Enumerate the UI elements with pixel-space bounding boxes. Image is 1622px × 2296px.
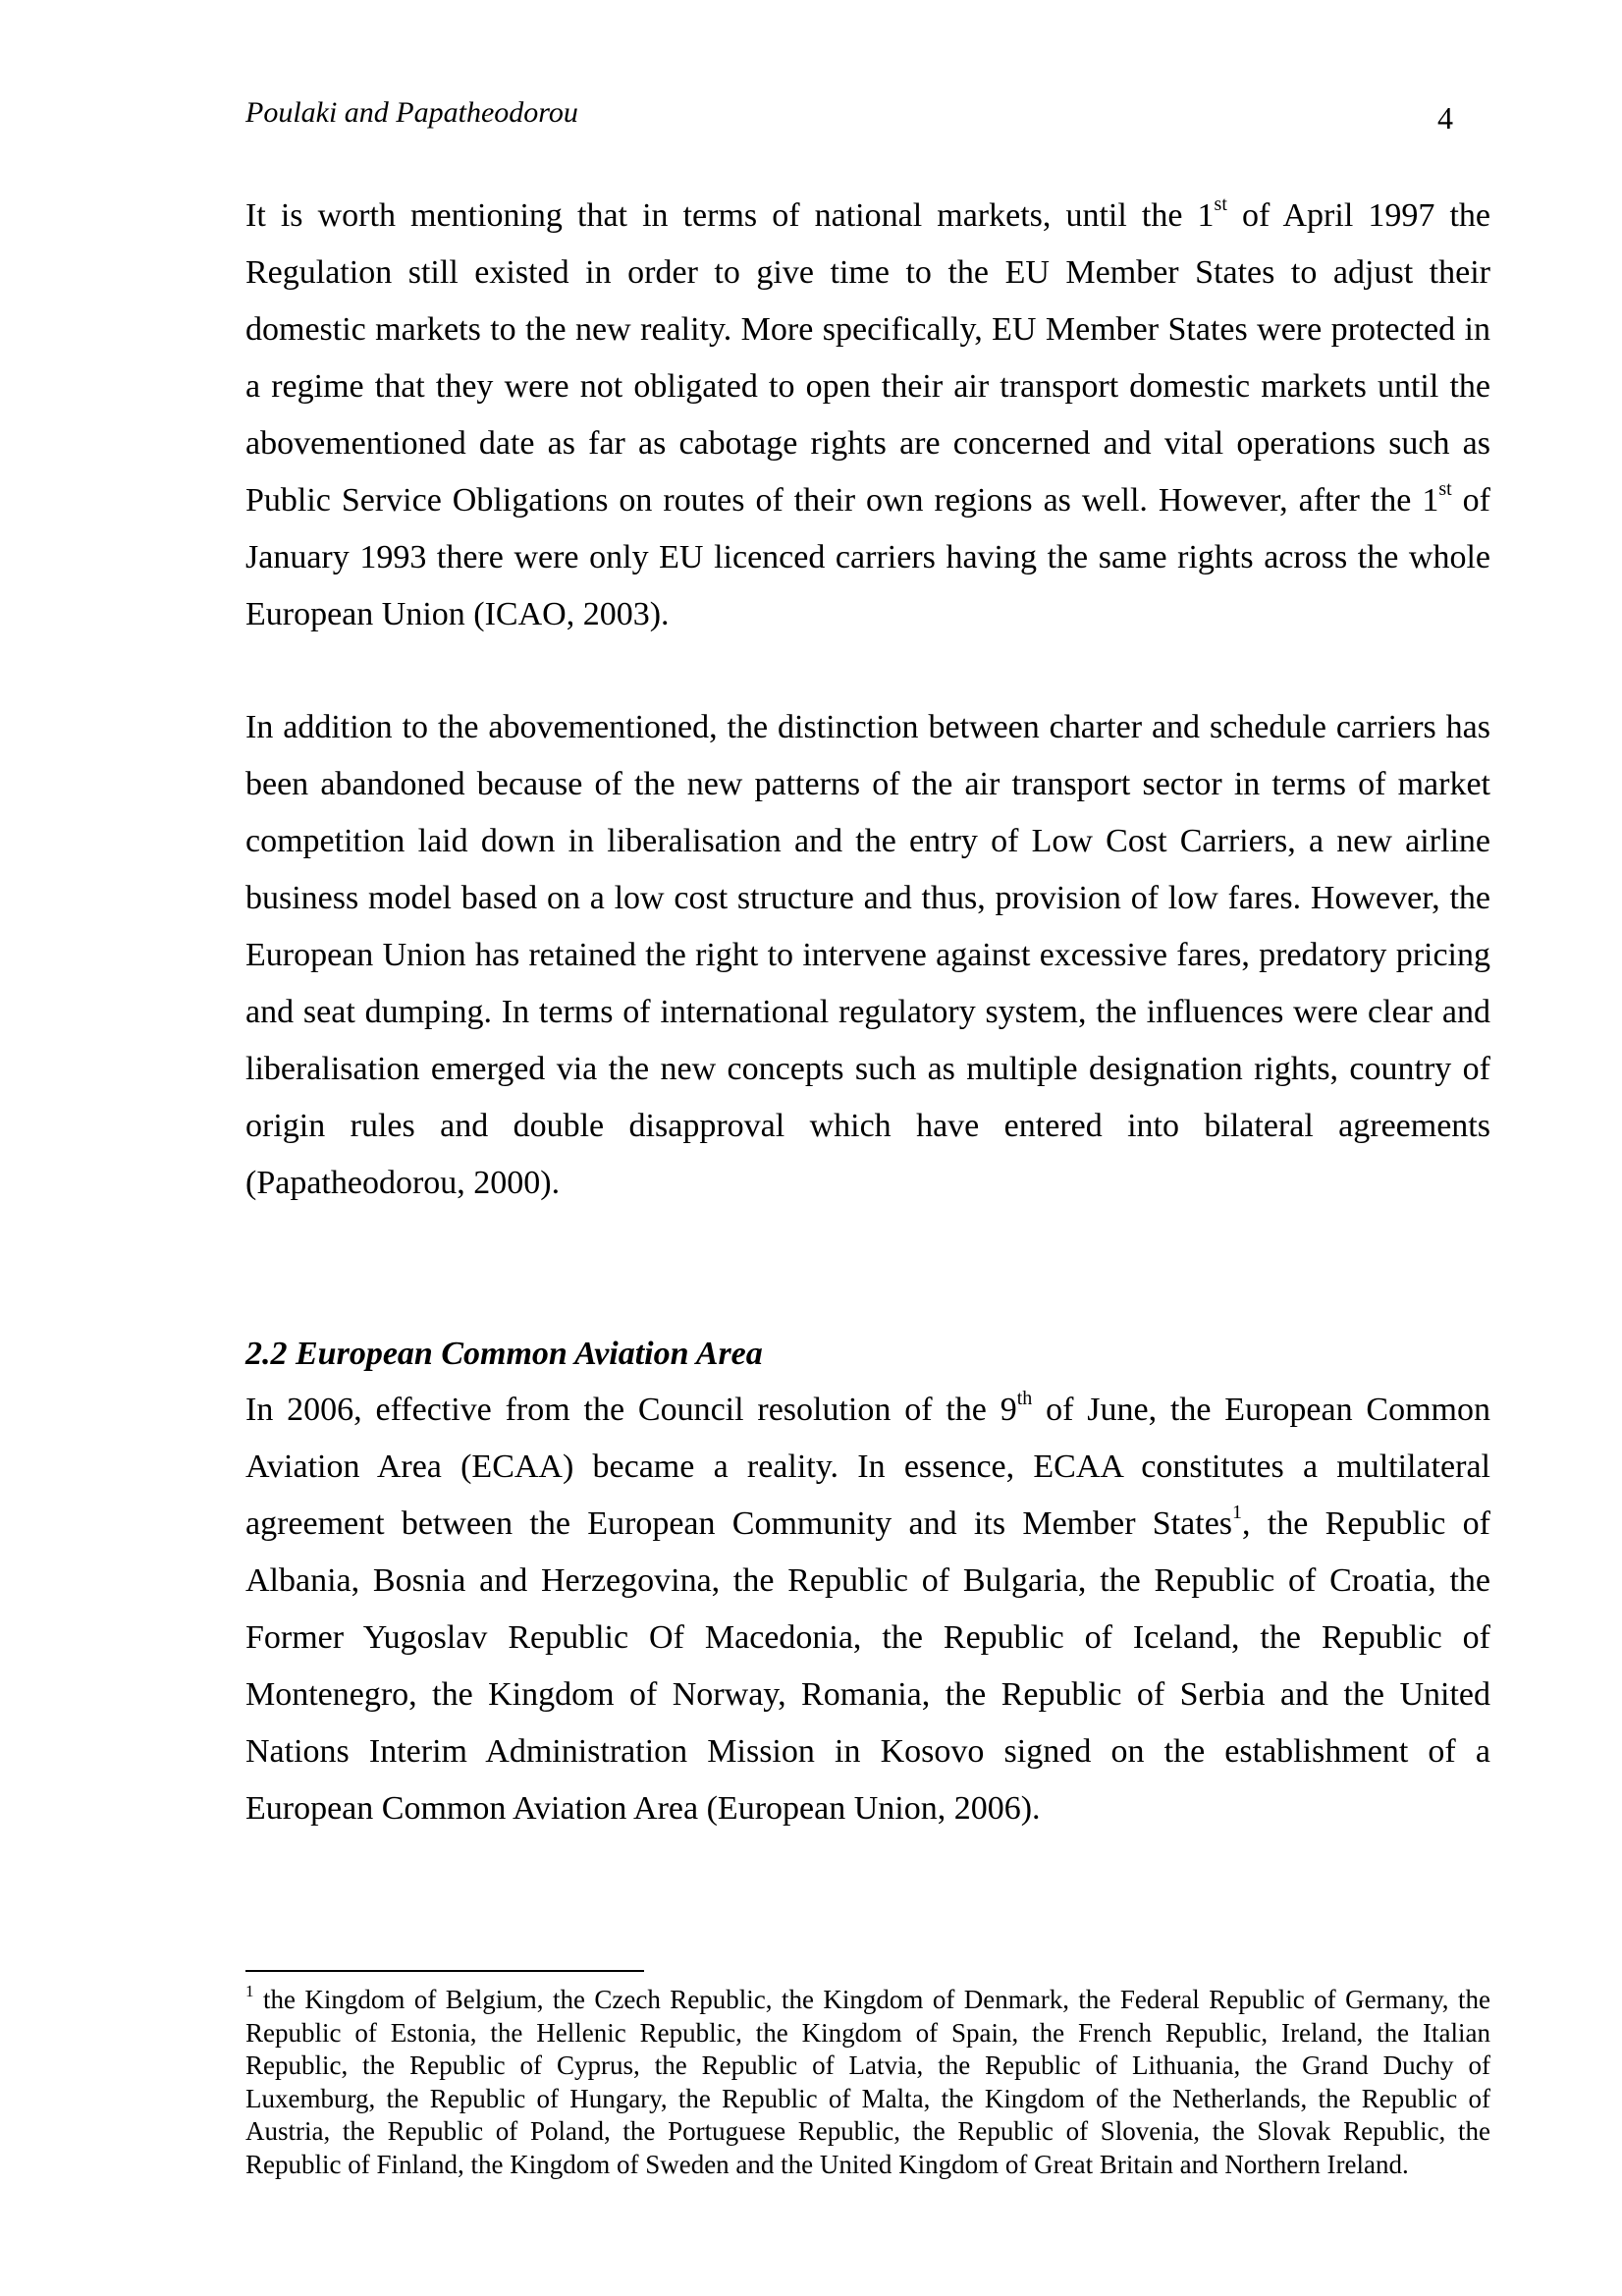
paragraph-national-markets <box>245 188 1490 643</box>
paragraph-text: , the Republic of Albania, Bosnia and Herzegovina, the Republic of Bulgaria, the Republic of Croatia, the Former Yugoslav Republic Of Macedonia, the Republic of Iceland, the Republic of Montenegro, the Kingdom of Norway, Romania, the Republic of Serbia and the United Nations Interim Administration Mission in Kosovo signed on the establishment of a European Common Aviation Area (European Union, 2006). <box>245 1505 1490 1827</box>
section-heading: 2.2 European Common Aviation Area <box>245 1336 763 1372</box>
footnote-reference[interactable]: 1 <box>1232 1502 1243 1523</box>
footnote-text: the Kingdom of Belgium, the Czech Republic, the Kingdom of Denmark, the Federal Republic of Germany, the Republic of Estonia, the Hellenic Republic, the Kingdom of Spain, the French Republic, Ireland, the Italian Republic, the Republic of Cyprus, the Republic of Latvia, the Republic of Lithuania, the Grand Duchy of Luxemburg, the Republic of Hungary, the Republic of Malta, the Kingdom of the Netherlands, the Republic of Austria, the Republic of Poland, the Portuguese Republic, the Republic of Slovenia, the Slovak Republic, the Republic of Finland, the Kingdom of Sweden and the United Kingdom of Great Britain and Northern Ireland. <box>245 1985 1490 2179</box>
paragraph-charter-carriers: In addition to the abovementioned, the distinction between charter and schedule carriers has been abandoned because of the new patterns of the air transport sector in terms of market competition laid down in liberalisation and the entry of Low Cost Carriers, a new airline business model based on a low cost structure and thus, provision of low fares. However, the European Union has retained the right to intervene against excessive fares, predatory pricing and seat dumping. In terms of international regulatory system, the influences were clear and liberalisation emerged via the new concepts such as multiple designation rights, country of origin rules and double disapproval which have entered into bilateral agreements (Papatheodorou, 2000). <box>245 709 1490 1201</box>
footnote-marker: 1 <box>245 1982 254 2000</box>
ordinal-suffix: st <box>1214 193 1227 215</box>
running-header-authors: Poulaki and Papatheodorou <box>245 96 578 129</box>
page-number: 4 <box>1437 100 1453 136</box>
ordinal-suffix: th <box>1016 1388 1033 1409</box>
paragraph-text: It is worth mentioning that in terms of national markets, until the 1 <box>245 197 1215 234</box>
footnote-divider <box>245 1970 644 1972</box>
footnote <box>245 1984 1490 2181</box>
paragraph-text: In 2006, effective from the Council resolution of the 9 <box>245 1392 1017 1428</box>
ordinal-suffix: st <box>1438 478 1452 500</box>
paragraph-ecaa <box>245 1382 1490 1837</box>
paragraph-text: of April 1997 the Regulation still existed in order to give time to the EU Member States to adjust their domestic markets to the new reality. More specifically, EU Member States were protected in a regime that they were not obligated to open their air transport domestic markets until the abovementioned date as far as cabotage rights are concerned and vital operations such as Public Service Obligations on routes of their own regions as well. However, after the 1 <box>245 197 1490 519</box>
paragraph-text: of January 1993 there were only EU licenced carriers having the same rights across the whole European Union (ICAO, 2003). <box>245 482 1490 632</box>
running-header <box>245 90 1453 139</box>
paragraph-text: of June, the European Common Aviation Area (ECAA) became a reality. In essence, ECAA constitutes a multilateral agreement between the European Community and its Member States <box>245 1392 1490 1542</box>
